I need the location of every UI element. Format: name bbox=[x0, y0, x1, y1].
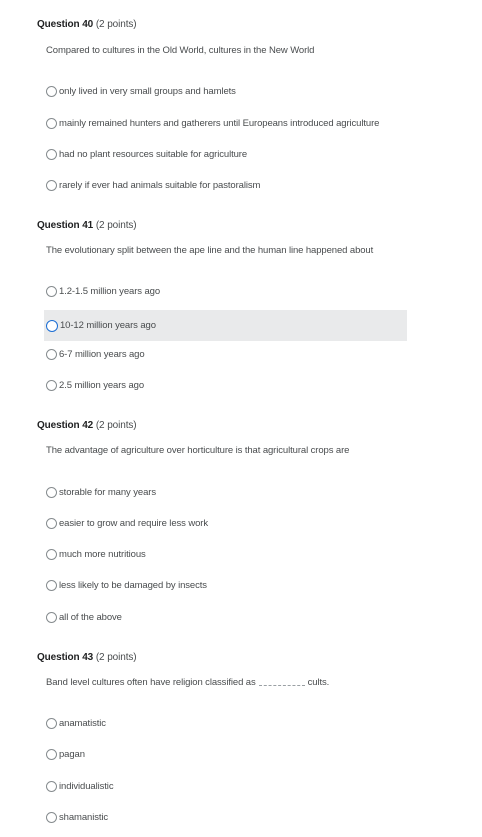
option-label: 2.5 million years ago bbox=[59, 379, 145, 391]
question-42-option-4[interactable] bbox=[44, 574, 407, 596]
question-40-header bbox=[37, 19, 137, 30]
option-label: had no plant resources suitable for agriculture bbox=[59, 148, 248, 160]
radio-button[interactable] bbox=[46, 718, 57, 729]
question-43-option-4[interactable] bbox=[44, 806, 407, 828]
question-40-option-3[interactable] bbox=[44, 143, 407, 165]
question-40-option-4[interactable] bbox=[44, 174, 407, 196]
option-label: 6-7 million years ago bbox=[59, 348, 145, 360]
radio-button[interactable] bbox=[46, 180, 57, 191]
option-label: rarely if ever had animals suitable for pastoralism bbox=[59, 179, 261, 191]
radio-button[interactable] bbox=[46, 518, 57, 529]
option-label: much more nutritious bbox=[59, 548, 146, 560]
question-points: (2 points) bbox=[95, 220, 137, 231]
question-42-option-3[interactable] bbox=[44, 543, 407, 565]
question-number: Question 40 bbox=[37, 19, 94, 30]
question-43-option-3[interactable] bbox=[44, 775, 407, 797]
question-41-header bbox=[37, 220, 137, 231]
question-points: (2 points) bbox=[95, 420, 137, 431]
question-number: Question 41 bbox=[37, 220, 94, 231]
option-label: individualistic bbox=[59, 780, 114, 792]
option-label: anamatistic bbox=[59, 717, 106, 729]
question-42-option-1[interactable] bbox=[44, 481, 407, 503]
radio-button[interactable] bbox=[46, 612, 57, 623]
radio-button[interactable] bbox=[46, 781, 57, 792]
option-label: 1.2-1.5 million years ago bbox=[59, 285, 160, 297]
question-41-option-3[interactable] bbox=[44, 343, 407, 365]
option-label: storable for many years bbox=[59, 486, 156, 498]
question-43-header bbox=[37, 652, 137, 663]
radio-button[interactable] bbox=[46, 320, 58, 332]
option-label: 10-12 million years ago bbox=[60, 320, 156, 331]
question-42-header bbox=[37, 420, 137, 431]
question-40-option-1[interactable] bbox=[44, 80, 407, 102]
option-label: easier to grow and require less work bbox=[59, 517, 208, 529]
option-label: all of the above bbox=[59, 611, 122, 623]
option-label: shamanistic bbox=[59, 811, 109, 823]
radio-button[interactable] bbox=[46, 86, 57, 97]
question-41-option-1[interactable] bbox=[44, 280, 407, 302]
radio-button[interactable] bbox=[46, 118, 57, 129]
question-42-text: The advantage of agriculture over horticulture is that agricultural crops are bbox=[46, 445, 350, 456]
radio-button[interactable] bbox=[46, 549, 57, 560]
radio-button[interactable] bbox=[46, 286, 57, 297]
question-number: Question 42 bbox=[37, 420, 94, 431]
question-41-option-4[interactable] bbox=[44, 374, 407, 396]
radio-button[interactable] bbox=[46, 749, 57, 760]
question-41-text: The evolutionary split between the ape line and the human line happened about bbox=[46, 245, 374, 256]
question-points: (2 points) bbox=[95, 19, 137, 30]
question-points: (2 points) bbox=[95, 652, 137, 663]
question-number: Question 43 bbox=[37, 652, 94, 663]
radio-button[interactable] bbox=[46, 580, 57, 591]
question-text-before-blank: Band level cultures often have religion classified as bbox=[46, 677, 256, 688]
option-label: only lived in very small groups and hamlets bbox=[59, 85, 236, 97]
option-label: mainly remained hunters and gatherers until Europeans introduced agriculture bbox=[59, 117, 380, 129]
question-text-after-blank: cults. bbox=[307, 677, 330, 688]
question-42-option-5[interactable] bbox=[44, 606, 407, 628]
radio-button[interactable] bbox=[46, 487, 57, 498]
question-40-text: Compared to cultures in the Old World, cultures in the New World bbox=[46, 45, 315, 56]
radio-button[interactable] bbox=[46, 812, 57, 823]
question-43-option-2[interactable] bbox=[44, 743, 407, 765]
option-label: less likely to be damaged by insects bbox=[59, 579, 207, 591]
radio-button[interactable] bbox=[46, 349, 57, 360]
question-42-option-2[interactable] bbox=[44, 512, 407, 534]
fill-in-blank bbox=[259, 685, 305, 686]
question-40-option-2[interactable] bbox=[44, 112, 407, 134]
question-43-option-1[interactable] bbox=[44, 712, 407, 734]
question-41-option-2[interactable] bbox=[44, 310, 407, 341]
radio-button[interactable] bbox=[46, 380, 57, 391]
question-43-text bbox=[46, 677, 329, 688]
radio-button[interactable] bbox=[46, 149, 57, 160]
option-label: pagan bbox=[59, 748, 85, 760]
